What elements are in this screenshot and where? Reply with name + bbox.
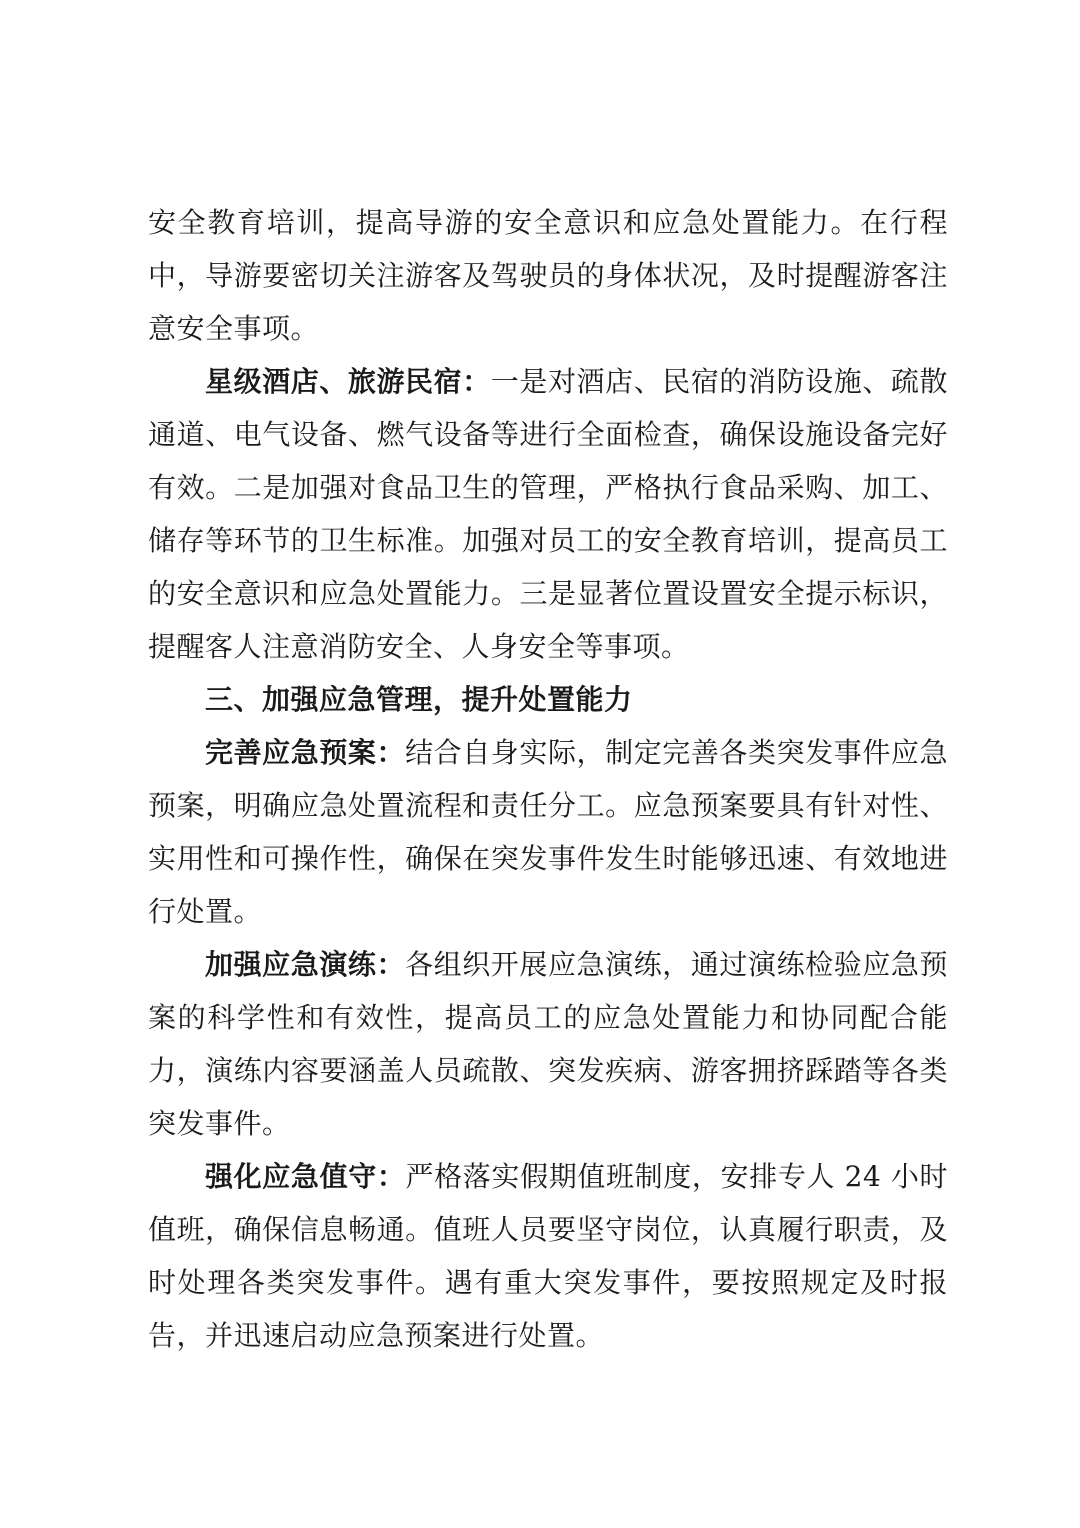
paragraph-emergency-duty: [148, 1150, 948, 1362]
paragraph-emergency-plan: [148, 726, 948, 938]
paragraph-emergency-drill: [148, 938, 948, 1150]
paragraph-text: 各组织开展应急演练，通过演练检验应急预案的科学性和有效性，提高员工的应急处置能力和协同配合能力，演练内容要涵盖人员疏散、突发疾病、游客拥挤踩踏等各类突发事件。: [148, 948, 948, 1140]
paragraph-text: 结合自身实际，制定完善各类突发事件应急预案，明确应急处置流程和责任分工。应急预案要具有针对性、实用性和可操作性，确保在突发事件发生时能够迅速、有效地进行处置。: [148, 736, 948, 928]
paragraph-text: 一是对酒店、民宿的消防设施、疏散通道、电气设备、燃气设备等进行全面检查，确保设施设备完好有效。二是加强对食品卫生的管理，严格执行食品采购、加工、储存等环节的卫生标准。加强对员工的安全教育培训，提高员工的安全意识和应急处置能力。三是显著位置设置安全提示标识，提醒客人注意消防安全、人身安全等事项。: [148, 365, 948, 663]
paragraph-text: 安全教育培训，提高导游的安全意识和应急处置能力。在行程中，导游要密切关注游客及驾驶员的身体状况，及时提醒游客注意安全事项。: [148, 206, 948, 345]
paragraph-lead: 完善应急预案：: [205, 736, 406, 769]
section-heading: 三、加强应急管理，提升处置能力: [205, 683, 633, 716]
document-page: [148, 196, 948, 1362]
paragraph-hotels: [148, 355, 948, 673]
paragraph-lead: 星级酒店、旅游民宿：: [205, 365, 491, 398]
paragraph-text: 严格落实假期值班制度，安排专人 24 小时值班，确保信息畅通。值班人员要坚守岗位，认真履行职责，及时处理各类突发事件。遇有重大突发事件，要按照规定及时报告，并迅速启动应急预案进行处置。: [148, 1160, 948, 1352]
paragraph-continued: [148, 196, 948, 355]
paragraph-lead: 强化应急值守：: [205, 1160, 406, 1193]
paragraph-lead: 加强应急演练：: [205, 948, 406, 981]
